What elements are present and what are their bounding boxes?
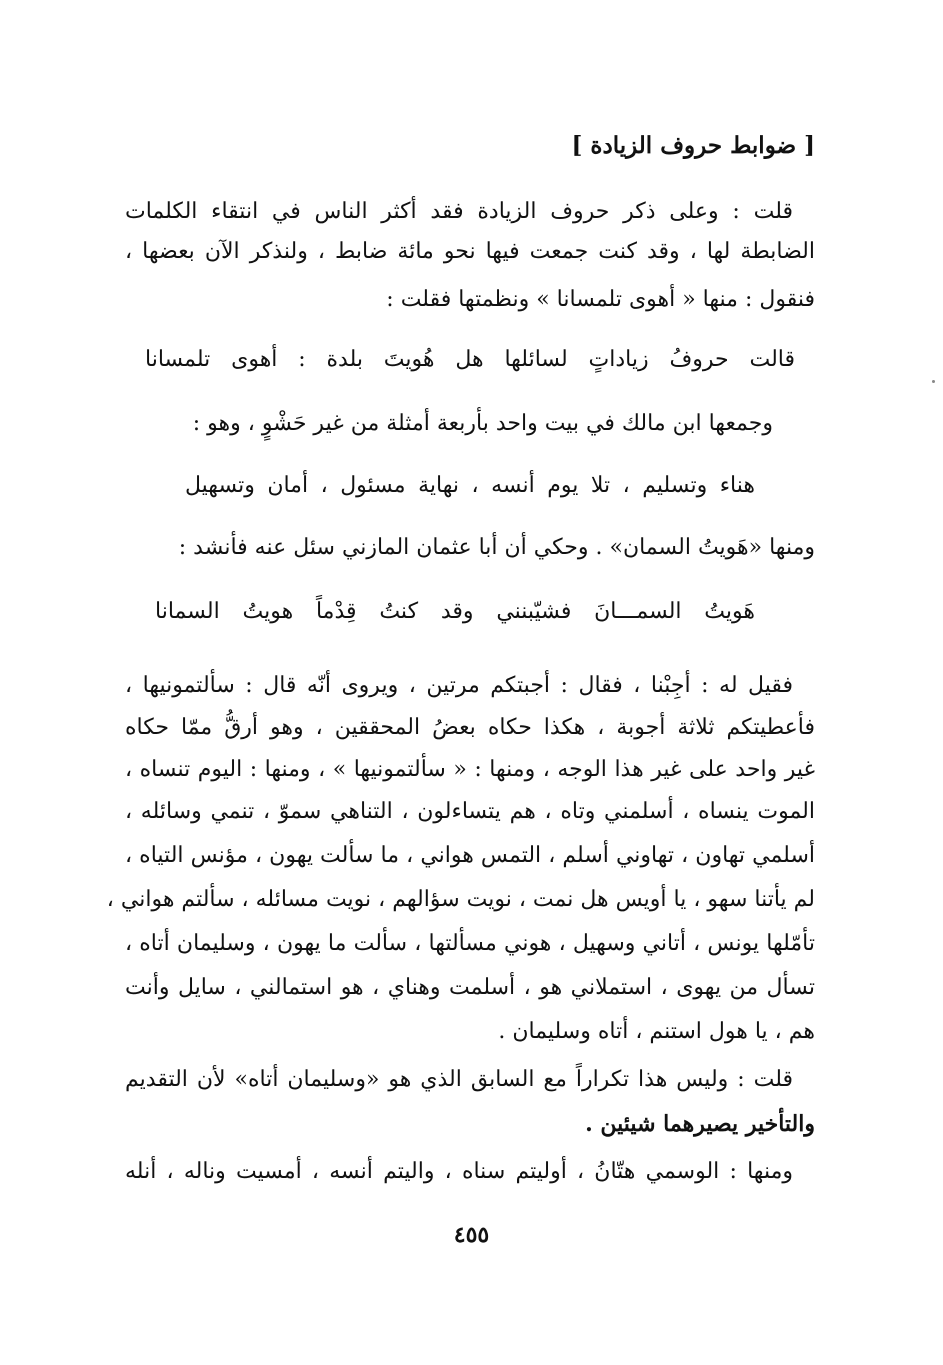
text-line-9: الموت ينساه ، أسلمني وتاه ، هم يتساءلون ، التناهي سموّ ، تنمي وسائله ، (125, 799, 815, 824)
text-line-15: قلت : وليس هذا تكراراً مع السابق الذي هو «وسليمان أتاه» لأن التقديم (125, 1067, 793, 1092)
margin-mark (932, 380, 935, 383)
verse-3: هَويتُ السمـــانَ فشيّبنني وقد كنتُ قِدْماً هويتُ السمانا (155, 599, 755, 624)
text-line-14: هم ، يا هول استنم ، أتاه وسليمان . (498, 1019, 815, 1044)
verse-1: قالت حروفُ زياداتٍ لسائلها هل هُويتَ بلدة : أهوى تلمسانا (145, 347, 795, 372)
text-line-11: لم يأتنا سهو ، يا أويس هل نمت ، نويت سؤالهم ، نويت مسائله ، سألتم هواني ، (106, 887, 815, 912)
text-line-17: ومنها : الوسمي هتّانُ ، أوليتم سناه ، واليتم أنسه ، أمسيت وناله ، أنله (125, 1159, 793, 1184)
text-line-13: تسأل من يهوى ، استملاني هو ، أسلمت وهناي ، هو استمالني ، سايل وأنت (125, 975, 815, 1000)
text-line-5: ومنها «هَويتُ السمان» . وحكي أن أبا عثمان المازني سئل عنه فأنشد : (178, 535, 815, 560)
text-line-4: وجمعها ابن مالك في بيت واحد بأربعة أمثلة من غير حَشْوٍ ، وهو : (192, 411, 773, 436)
text-line-7: فأعطيتكم ثلاثة أجوبة ، هكذا حكاه بعضُ المحققين ، وهو أرقُّ ممّا حكاه (125, 715, 815, 740)
text-line-8: غير واحد على غير هذا الوجه ، ومنها : « سألتمونيها » ، ومنها : اليوم تنساه ، (125, 757, 815, 782)
text-line-3: فنقول : منها « أهوى تلمسانا » ونظمتها فقلت : (386, 287, 815, 312)
text-line-6: فقيل له : أجِبْنا ، فقال : أجبتكم مرتين ، ويروى أنّه قال : سألتمونيها ، (125, 673, 793, 698)
text-line-10: أسلمي تهاون ، تهاوني أسلم ، التمس هواني ، ما سألت يهون ، مؤنس التياه ، (125, 843, 815, 868)
text-line-12: تأمّلها يونس ، أتاني وسهيل ، هوني مسألتها ، سألت ما يهون ، وسليمان أتاه ، (125, 931, 815, 956)
section-header: [ ضوابط حروف الزيادة ] (571, 132, 815, 159)
page-number: ٤٥٥ (453, 1222, 490, 1248)
text-line-1: قلت : وعلى ذكر حروف الزيادة فقد أكثر الناس في انتقاء الكلمات (125, 199, 793, 224)
verse-2: هناء وتسليم ، تلا يوم أنسه ، نهاية مسئول ، أمان وتسهيل (185, 473, 755, 498)
text-line-16: والتأخير يصيرهما شيئين . (585, 1111, 815, 1137)
text-line-2: الضابطة لها ، وقد كنت جمعت فيها نحو مائة ضابط ، ولنذكر الآن بعضها ، (125, 239, 815, 264)
